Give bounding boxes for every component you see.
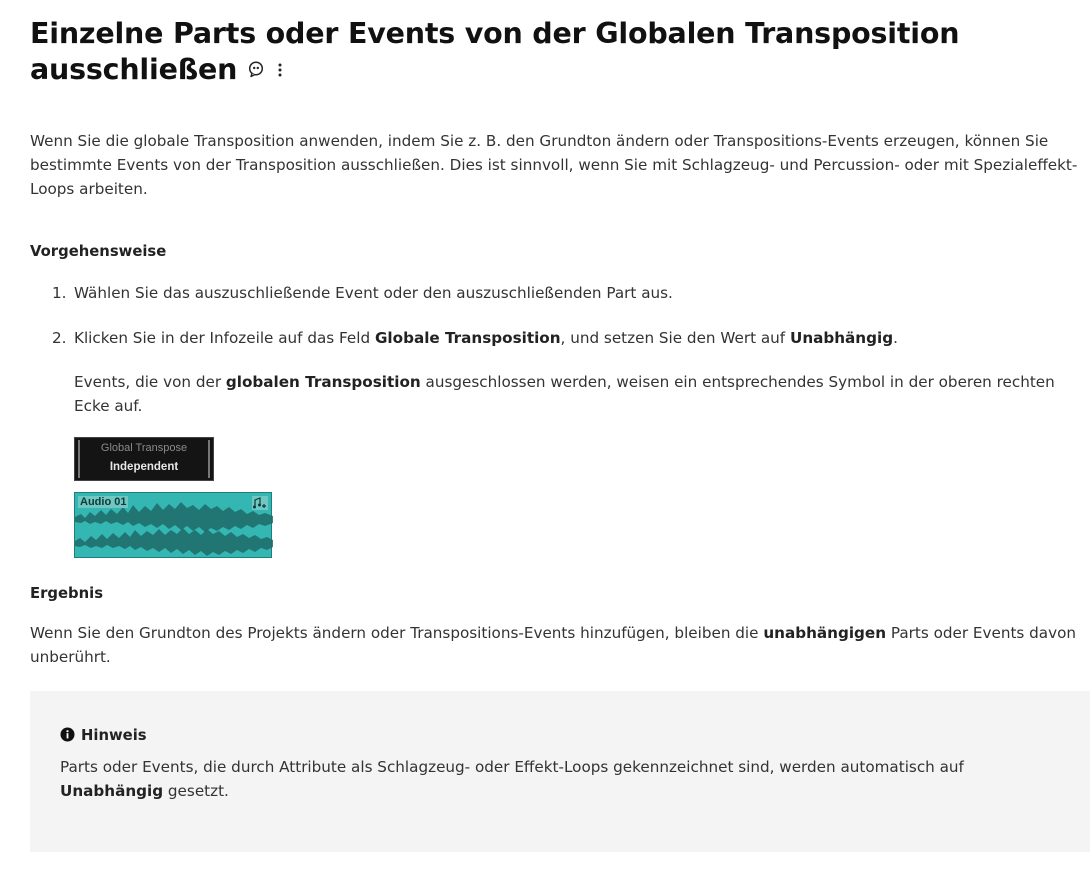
step-result-text: Events, die von der bbox=[74, 373, 226, 391]
note-box bbox=[30, 691, 1090, 852]
step-result-text: ausgeschlossen werden, weisen ein entsprechendes Symbol in der oberen rechten Ecke auf. bbox=[74, 373, 1055, 415]
term-independent: Unabhängig bbox=[60, 782, 164, 800]
title-actions bbox=[247, 50, 283, 85]
ui-term-global-transposition: globalen Transposition bbox=[225, 373, 421, 391]
info-circle-icon bbox=[60, 727, 75, 746]
result-text: Wenn Sie den Grundton des Projekts ändern oder Transpositions-Events hinzufügen, bleiben die bbox=[30, 624, 764, 642]
global-transpose-label: Global Transpose bbox=[100, 442, 188, 454]
step-number: 1. bbox=[52, 284, 67, 302]
independent-transpose-icon bbox=[252, 496, 268, 510]
audio-event-screenshot bbox=[74, 492, 272, 558]
note-text bbox=[60, 755, 1070, 803]
term-independent: unabhängigen bbox=[763, 624, 887, 642]
ui-term-independent: Unabhängig bbox=[789, 329, 894, 347]
step-text: . bbox=[893, 329, 898, 347]
page-title bbox=[30, 17, 1030, 86]
result-text: Parts oder Events davon unberührt. bbox=[30, 624, 1077, 666]
step-1 bbox=[52, 281, 1082, 305]
ui-term-global-transpose: Globale Transposition bbox=[374, 329, 561, 347]
result-heading: Ergebnis bbox=[30, 585, 104, 602]
step-text: Klicken Sie in der Infozeile auf das Feld bbox=[74, 329, 375, 347]
step-2-result bbox=[74, 370, 1074, 418]
more-vertical-icon[interactable] bbox=[277, 52, 283, 85]
procedure-heading: Vorgehensweise bbox=[30, 243, 167, 260]
note-heading-text: Hinweis bbox=[81, 727, 147, 744]
feedback-bubble-icon[interactable] bbox=[247, 52, 265, 85]
step-text: , und setzen Sie den Wert auf bbox=[560, 329, 790, 347]
step-2 bbox=[52, 326, 1082, 350]
step-number: 2. bbox=[52, 329, 67, 347]
step-text: Wählen Sie das auszuschließende Event oder den auszuschließenden Part aus. bbox=[74, 284, 673, 302]
global-transpose-value: Independent bbox=[109, 461, 179, 473]
note-text-part: Parts oder Events, die durch Attribute als Schlagzeug- oder Effekt-Loops gekennzeichnet sind, werden automatisch auf bbox=[60, 758, 964, 776]
intro-paragraph: Wenn Sie die globale Transposition anwenden, indem Sie z. B. den Grundton ändern oder Transpositions-Events erzeugen, können Sie bestimmte Events von der Transposition ausschließen. Dies ist sinnvoll, wenn Sie mit Schlagzeug- und Percussion- oder mit Spezialeffekt-Loops arbeiten. bbox=[30, 132, 1078, 198]
audio-event-name: Audio 01 bbox=[80, 496, 127, 508]
global-transpose-screenshot bbox=[74, 437, 214, 481]
note-text-part: gesetzt. bbox=[163, 782, 229, 800]
result-paragraph bbox=[30, 621, 1090, 669]
note-heading bbox=[60, 727, 147, 746]
page-title-text: Einzelne Parts oder Events von der Globalen Transposition ausschließen bbox=[30, 17, 960, 86]
